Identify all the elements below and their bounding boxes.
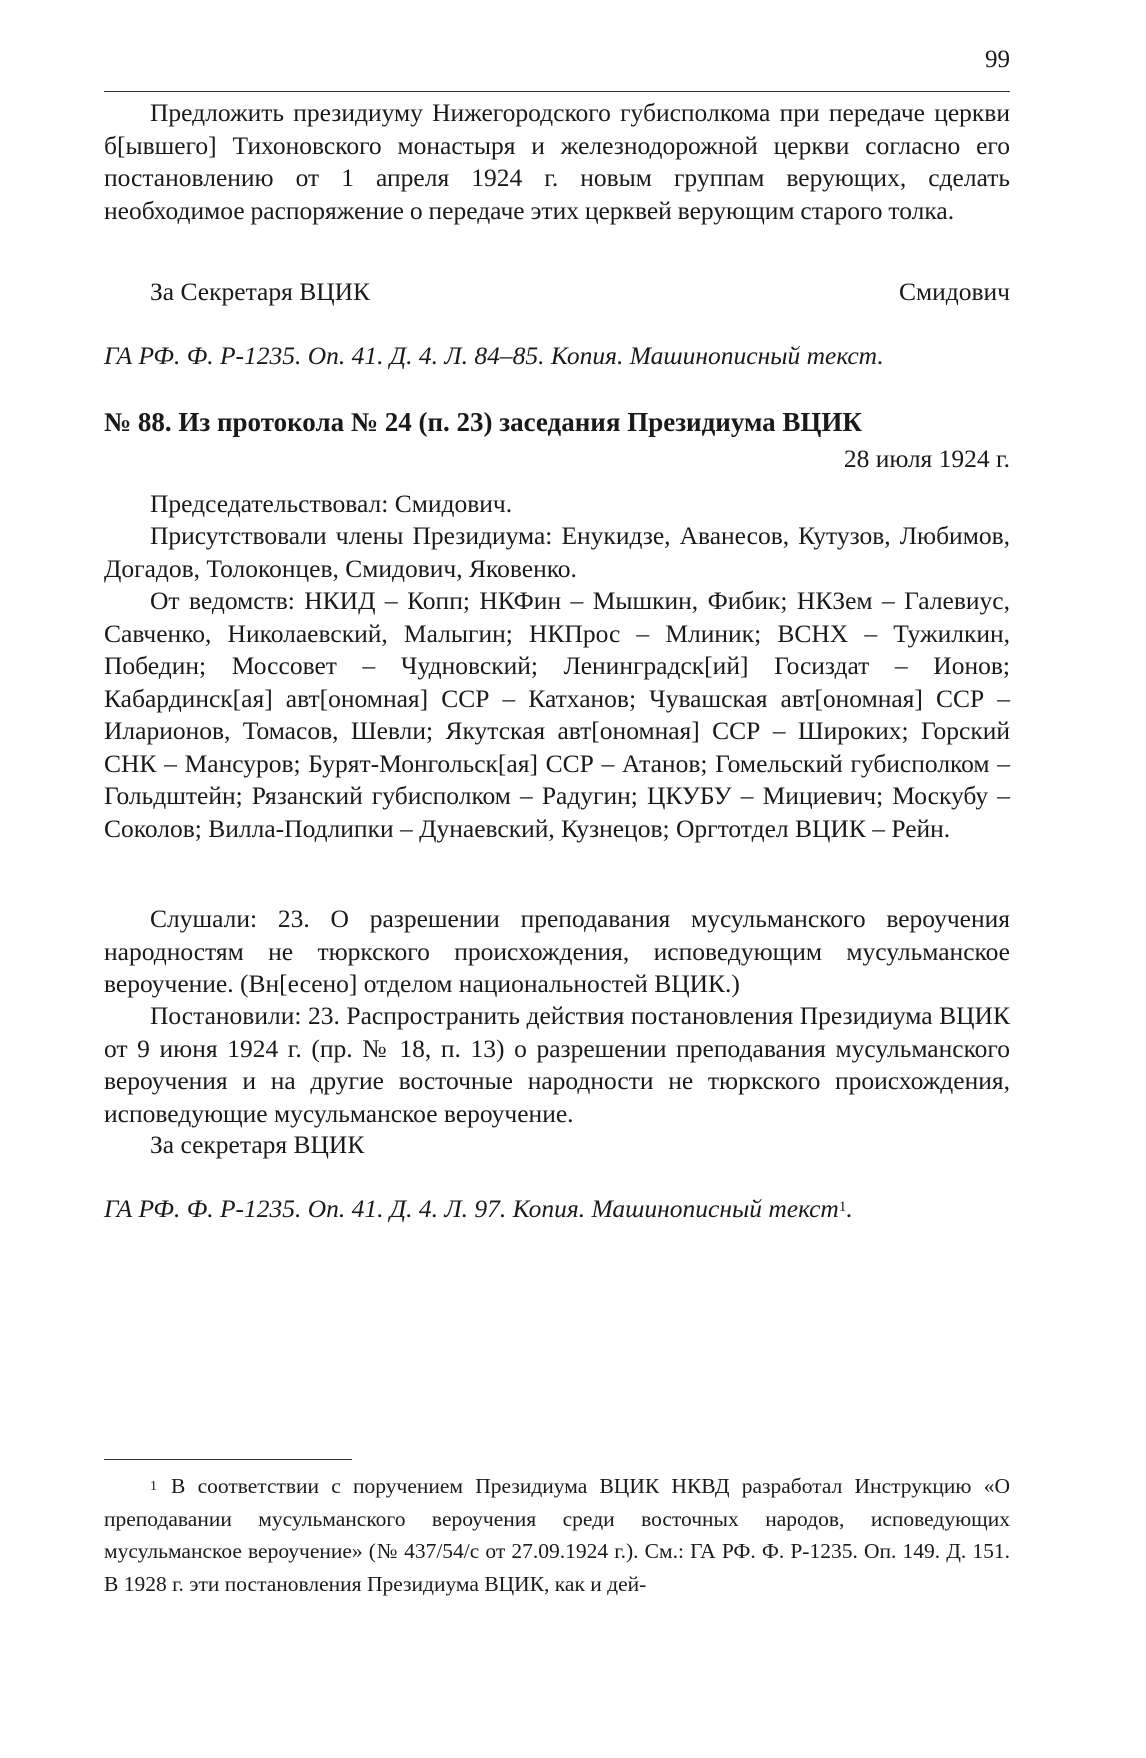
archive-source-text: ГА РФ. Ф. Р-1235. Оп. 41. Д. 4. Л. 97. Копия. Машинописный текст [104, 1194, 839, 1223]
signature-title: За секретаря ВЦИК [150, 1130, 365, 1159]
document-heading: № 88. Из протокола № 24 (п. 23) заседания Президиума ВЦИК [104, 407, 863, 437]
archive-source-end: . [846, 1194, 853, 1223]
footnote-rule [104, 1459, 352, 1460]
footnote-mark: 1 [150, 1479, 157, 1494]
resolved-paragraph: Постановили: 23. Распространить действия постановления Президиума ВЦИК от 9 июня 1924 г. (пр. № 18, п. 13) о разрешении преподавания мусульманского вероучения и на другие восточные народности не тюркского происхождения, исповедующие мусульманское вероучение. [104, 1001, 1010, 1128]
signature-name: Смидович [898, 277, 1010, 306]
heard-paragraph: Слушали: 23. О разрешении преподавания мусульманского вероучения народностям не тюркского происхождения, исповедующим мусульманское вероучение. (Вн[есено] отделом национальностей ВЦИК.) [104, 904, 1010, 998]
chairman-line: Председательствовал: Смидович. [150, 489, 513, 518]
archive-source-2 [104, 1193, 1010, 1226]
members-paragraph: Присутствовали члены Президиума: Енукидзе, Аванесов, Кутузов, Любимов, Догадов, Толоконцев, Смидович, Яковенко. [104, 521, 1010, 583]
page-number: 99 [985, 46, 1010, 73]
footnote [104, 1470, 1010, 1600]
header-rule [104, 91, 1010, 92]
archive-source-1: ГА РФ. Ф. Р-1235. Оп. 41. Д. 4. Л. 84–85. Копия. Машинописный текст. [104, 341, 884, 370]
footnote-reference[interactable]: 1 [838, 1199, 847, 1215]
signature-title: За Секретаря ВЦИК [150, 277, 371, 306]
departments-paragraph: От ведомств: НКИД – Копп; НКФин – Мышкин, Фибик; НКЗем – Галевиус, Савченко, Николаевский, Малыгин; НКПрос – Млиник; ВСНХ – Тужилкин, Победин; Моссовет – Чудновский; Ленинградск[ий] Госиздат – Ионов; Кабардинск[ая] авт[ономная] ССР – Катханов; Чувашская авт[ономная] ССР – Иларионов, Томасов, Шевли; Якутская авт[ономная] ССР – Широких; Горский СНК – Мансуров; Бурят-Монгольск[ая] ССР – Атанов; Гомельский губисполком – Гольдштейн; Рязанский губисполком – Радугин; ЦКУБУ – Мициевич; Москубу – Соколов; Вилла-Подлипки – Дунаевский, Кузнецов; Оргтотдел ВЦИК – Рейн. [104, 586, 1010, 843]
document-date: 28 июля 1924 г. [843, 444, 1010, 473]
intro-paragraph: Предложить президиуму Нижегородского губисполкома при передаче церкви б[ывшего] Тихоновского монастыря и железнодорожной церкви согласно его постановлению от 1 апреля 1924 г. новым группам верующих, сделать необходимое распоряжение о передаче этих церквей верующим старого толка. [104, 98, 1010, 225]
footnote-text: В соответствии с поручением Президиума ВЦИК НКВД разработал Инструкцию «О преподавании мусульманского вероучения среди восточных народов, исповедующих мусульманское вероучение» (№ 437/54/с от 27.09.1924 г.). См.: ГА РФ. Ф. Р-1235. Оп. 149. Д. 151. В 1928 г. эти постановления Президиума ВЦИК, как и дей- [104, 1474, 1010, 1596]
signature-block-1 [150, 276, 1010, 309]
signature-block-2 [150, 1129, 1010, 1162]
